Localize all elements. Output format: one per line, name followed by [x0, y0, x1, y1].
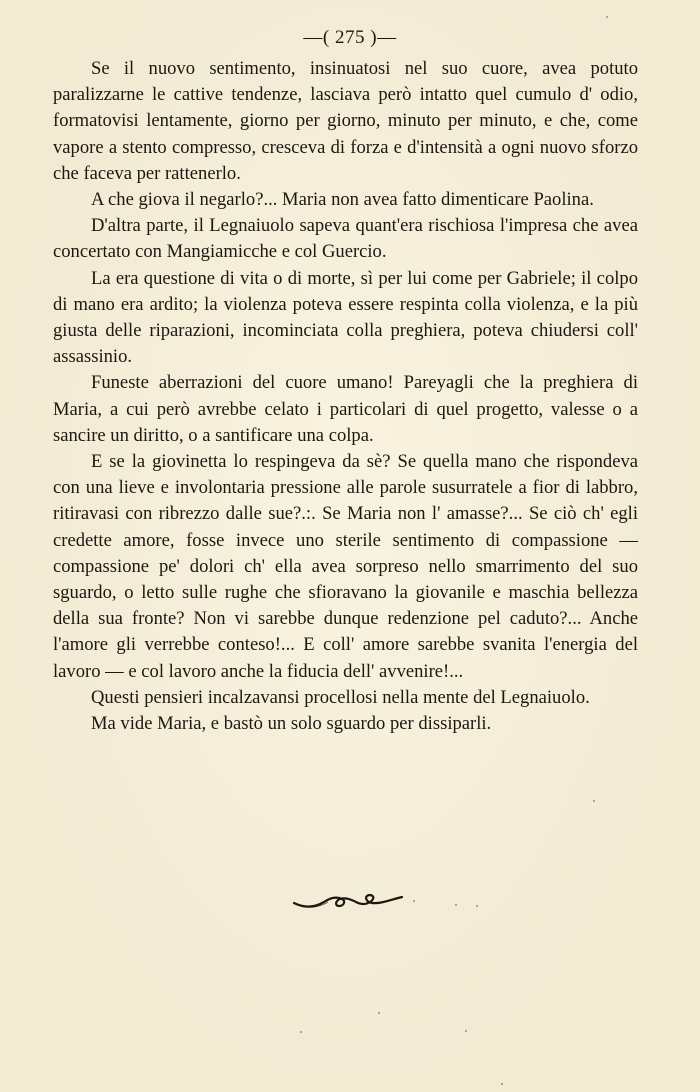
paragraph: D'altra parte, il Legnaiuolo sapeva quant'era rischiosa l'impresa che avea concertato con Mangiamicche e col Guercio.: [53, 215, 638, 263]
flourish-ornament-icon: [290, 886, 420, 916]
paragraph: Ma vide Maria, e bastò un solo sguardo per dissiparli.: [91, 713, 492, 735]
scan-speck: [455, 904, 457, 906]
body-text: [53, 56, 638, 737]
paragraph: A che giova il negarlo?... Maria non avea fatto dimenticare Paolina.: [91, 189, 594, 211]
scan-speck: [378, 1012, 380, 1014]
scan-speck: [413, 900, 415, 902]
page-number: —( 275 )—: [303, 27, 397, 48]
scan-speck: [476, 905, 478, 907]
paragraph: Funeste aberrazioni del cuore umano! Pareyagli che la preghiera di Maria, a cui però avrebbe celato i particolari di quel progetto, valesse o a sancire un diritto, o a santificare una colpa.: [53, 372, 638, 446]
scan-speck: [606, 16, 608, 18]
paragraph: E se la giovinetta lo respingeva da sè? Se quella mano che rispondeva con una lieve e involontaria pressione alle parole susurratele a fior di labbro, ritiravasi con ribrezzo dalle sue?.:. Se Maria non l' amasse?... Se ciò ch' egli credette amore, fosse invece uno sterile sentimento di compassione — compassione pe' dolori ch' ella avea sorpreso nello smarrimento del suo sguardo, o letto sulle rughe che sfioravano la giovanile e maschia bellezza della sua fronte? Non vi sarebbe dunque redenzione pel caduto?... Anche l'amore gli verrebbe conteso!... E coll' amore sarebbe svanita l'energia del lavoro — e col lavoro anche la fiducia dell' avvenire!...: [53, 451, 638, 682]
paragraph: Questi pensieri incalzavansi procellosi nella mente del Legnaiuolo.: [91, 686, 590, 708]
scan-speck: [593, 800, 595, 802]
scan-speck: [300, 1031, 302, 1033]
paragraph: Se il nuovo sentimento, insinuatosi nel suo cuore, avea potuto paralizzarne le cattive tendenze, lasciava però intatto quel cumulo d' odio, formatovisi lentamente, giorno per giorno, minuto per minuto, e che, come vapore a stento compresso, cresceva di forza e d'intensità a ogni nuovo sforzo che faceva per rattenerlo.: [53, 58, 638, 184]
scan-speck: [501, 1083, 503, 1085]
paragraph: La era questione di vita o di morte, sì per lui come per Gabriele; il colpo di mano era ardito; la violenza poteva essere respinta colla violenza, e la più giusta delle riparazioni, incominciata colla preghiera, poteva chiudersi coll' assassinio.: [53, 267, 638, 368]
scan-speck: [465, 1030, 467, 1032]
